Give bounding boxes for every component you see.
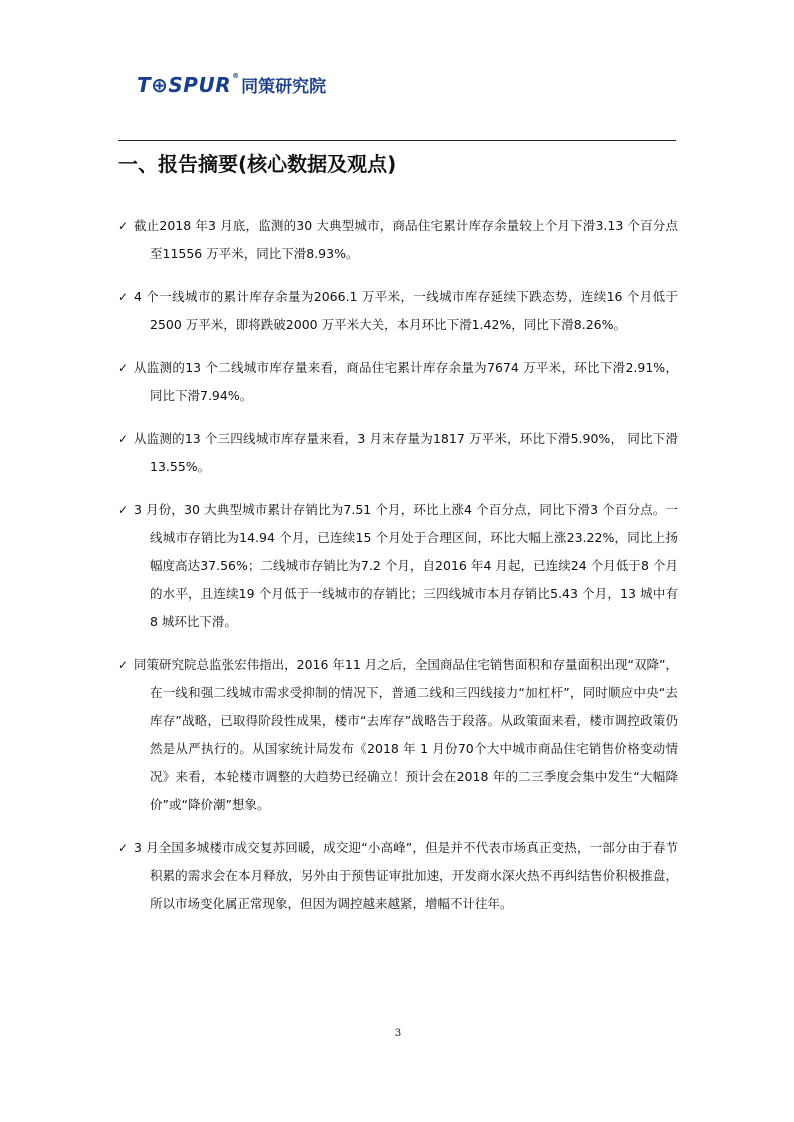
registered-mark: ® xyxy=(232,72,240,80)
checkmark-icon: ✓ xyxy=(118,290,129,304)
checkmark-icon: ✓ xyxy=(118,219,129,233)
list-item-text: 4 个一线城市的累计库存余量为2066.1 万平米，一线城市库存延续下跌态势，连续16 个月低于2500 万平米，即将跌破2000 万平米大关，本月环比下滑1.42%，同比下滑8.26%。 xyxy=(134,289,678,332)
logo-brand-text: T⊕SPUR xyxy=(137,73,232,97)
list-item xyxy=(118,496,678,636)
list-item-text: 从监测的13 个三四线城市库存量来看，3 月末存量为1817 万平米，环比下滑5.90%， 同比下滑13.55%。 xyxy=(134,431,678,474)
checkmark-icon: ✓ xyxy=(118,361,129,375)
list-item-text: 3 月全国多城楼市成交复苏回暖，成交迎“小高峰”，但是并不代表市场真正变热，一部分由于春节积累的需求会在本月释放，另外由于预售证审批加速，开发商水深火热不再纠结售价积极推盘，所以市场变化属正常现象，但因为调控越来越紧，增幅不计往年。 xyxy=(134,840,678,911)
checkmark-icon: ✓ xyxy=(118,503,129,517)
section-title: 一、报告摘要(核心数据及观点) xyxy=(118,152,397,176)
list-item xyxy=(118,651,678,819)
checkmark-icon: ✓ xyxy=(118,841,129,855)
list-item xyxy=(118,834,678,918)
logo-institute-name: 同策研究院 xyxy=(241,77,327,97)
list-item xyxy=(118,283,678,339)
list-item-text: 3 月份，30 大典型城市累计存销比为7.51 个月，环比上涨4 个百分点，同比下滑3 个百分点。一线城市存销比为14.94 个月，已连续15 个月处于合理区间，环比大幅上涨23.22%，同比上扬幅度高达37.56%；二线城市存销比为7.2 个月，自2016 年4 月起，已连续24 个月低于8 个月的水平，且连续19 个月低于一线城市的存销比；三四线城市本月存销比5.43 个月，13 城中有8 城环比下滑。 xyxy=(134,502,678,629)
page-number: 3 xyxy=(394,1028,402,1039)
list-item-text: 同策研究院总监张宏伟指出，2016 年11 月之后，全国商品住宅销售面积和存量面积出现“双降”，在一线和强二线城市需求受抑制的情况下，普通二线和三四线接力“加杠杆”，同时顺应中央“去库存”战略，已取得阶段性成果，楼市“去库存”战略告于段落。从政策面来看，楼市调控政策仍然是从严执行的。从国家统计局发布《2018 年 1 月份70个大中城市商品住宅销售价格变动情况》来看，本轮楼市调整的大趋势已经确立！预计会在2018 年的二三季度会集中发生“大幅降价”或“降价潮”想象。 xyxy=(134,657,678,812)
list-item-text: 截止2018 年3 月底，监测的30 大典型城市，商品住宅累计库存余量较上个月下滑3.13 个百分点至11556 万平米，同比下滑8.93%。 xyxy=(134,218,678,261)
checkmark-icon: ✓ xyxy=(118,658,129,672)
header-divider xyxy=(118,140,676,141)
list-item xyxy=(118,425,678,481)
checkmark-icon: ✓ xyxy=(118,432,129,446)
list-item xyxy=(118,212,678,268)
list-item xyxy=(118,354,678,410)
list-item-text: 从监测的13 个二线城市库存量来看，商品住宅累计库存余量为7674 万平米，环比下滑2.91%，同比下滑7.94%。 xyxy=(134,360,678,403)
summary-list xyxy=(118,212,678,933)
tospur-logo xyxy=(137,72,326,97)
